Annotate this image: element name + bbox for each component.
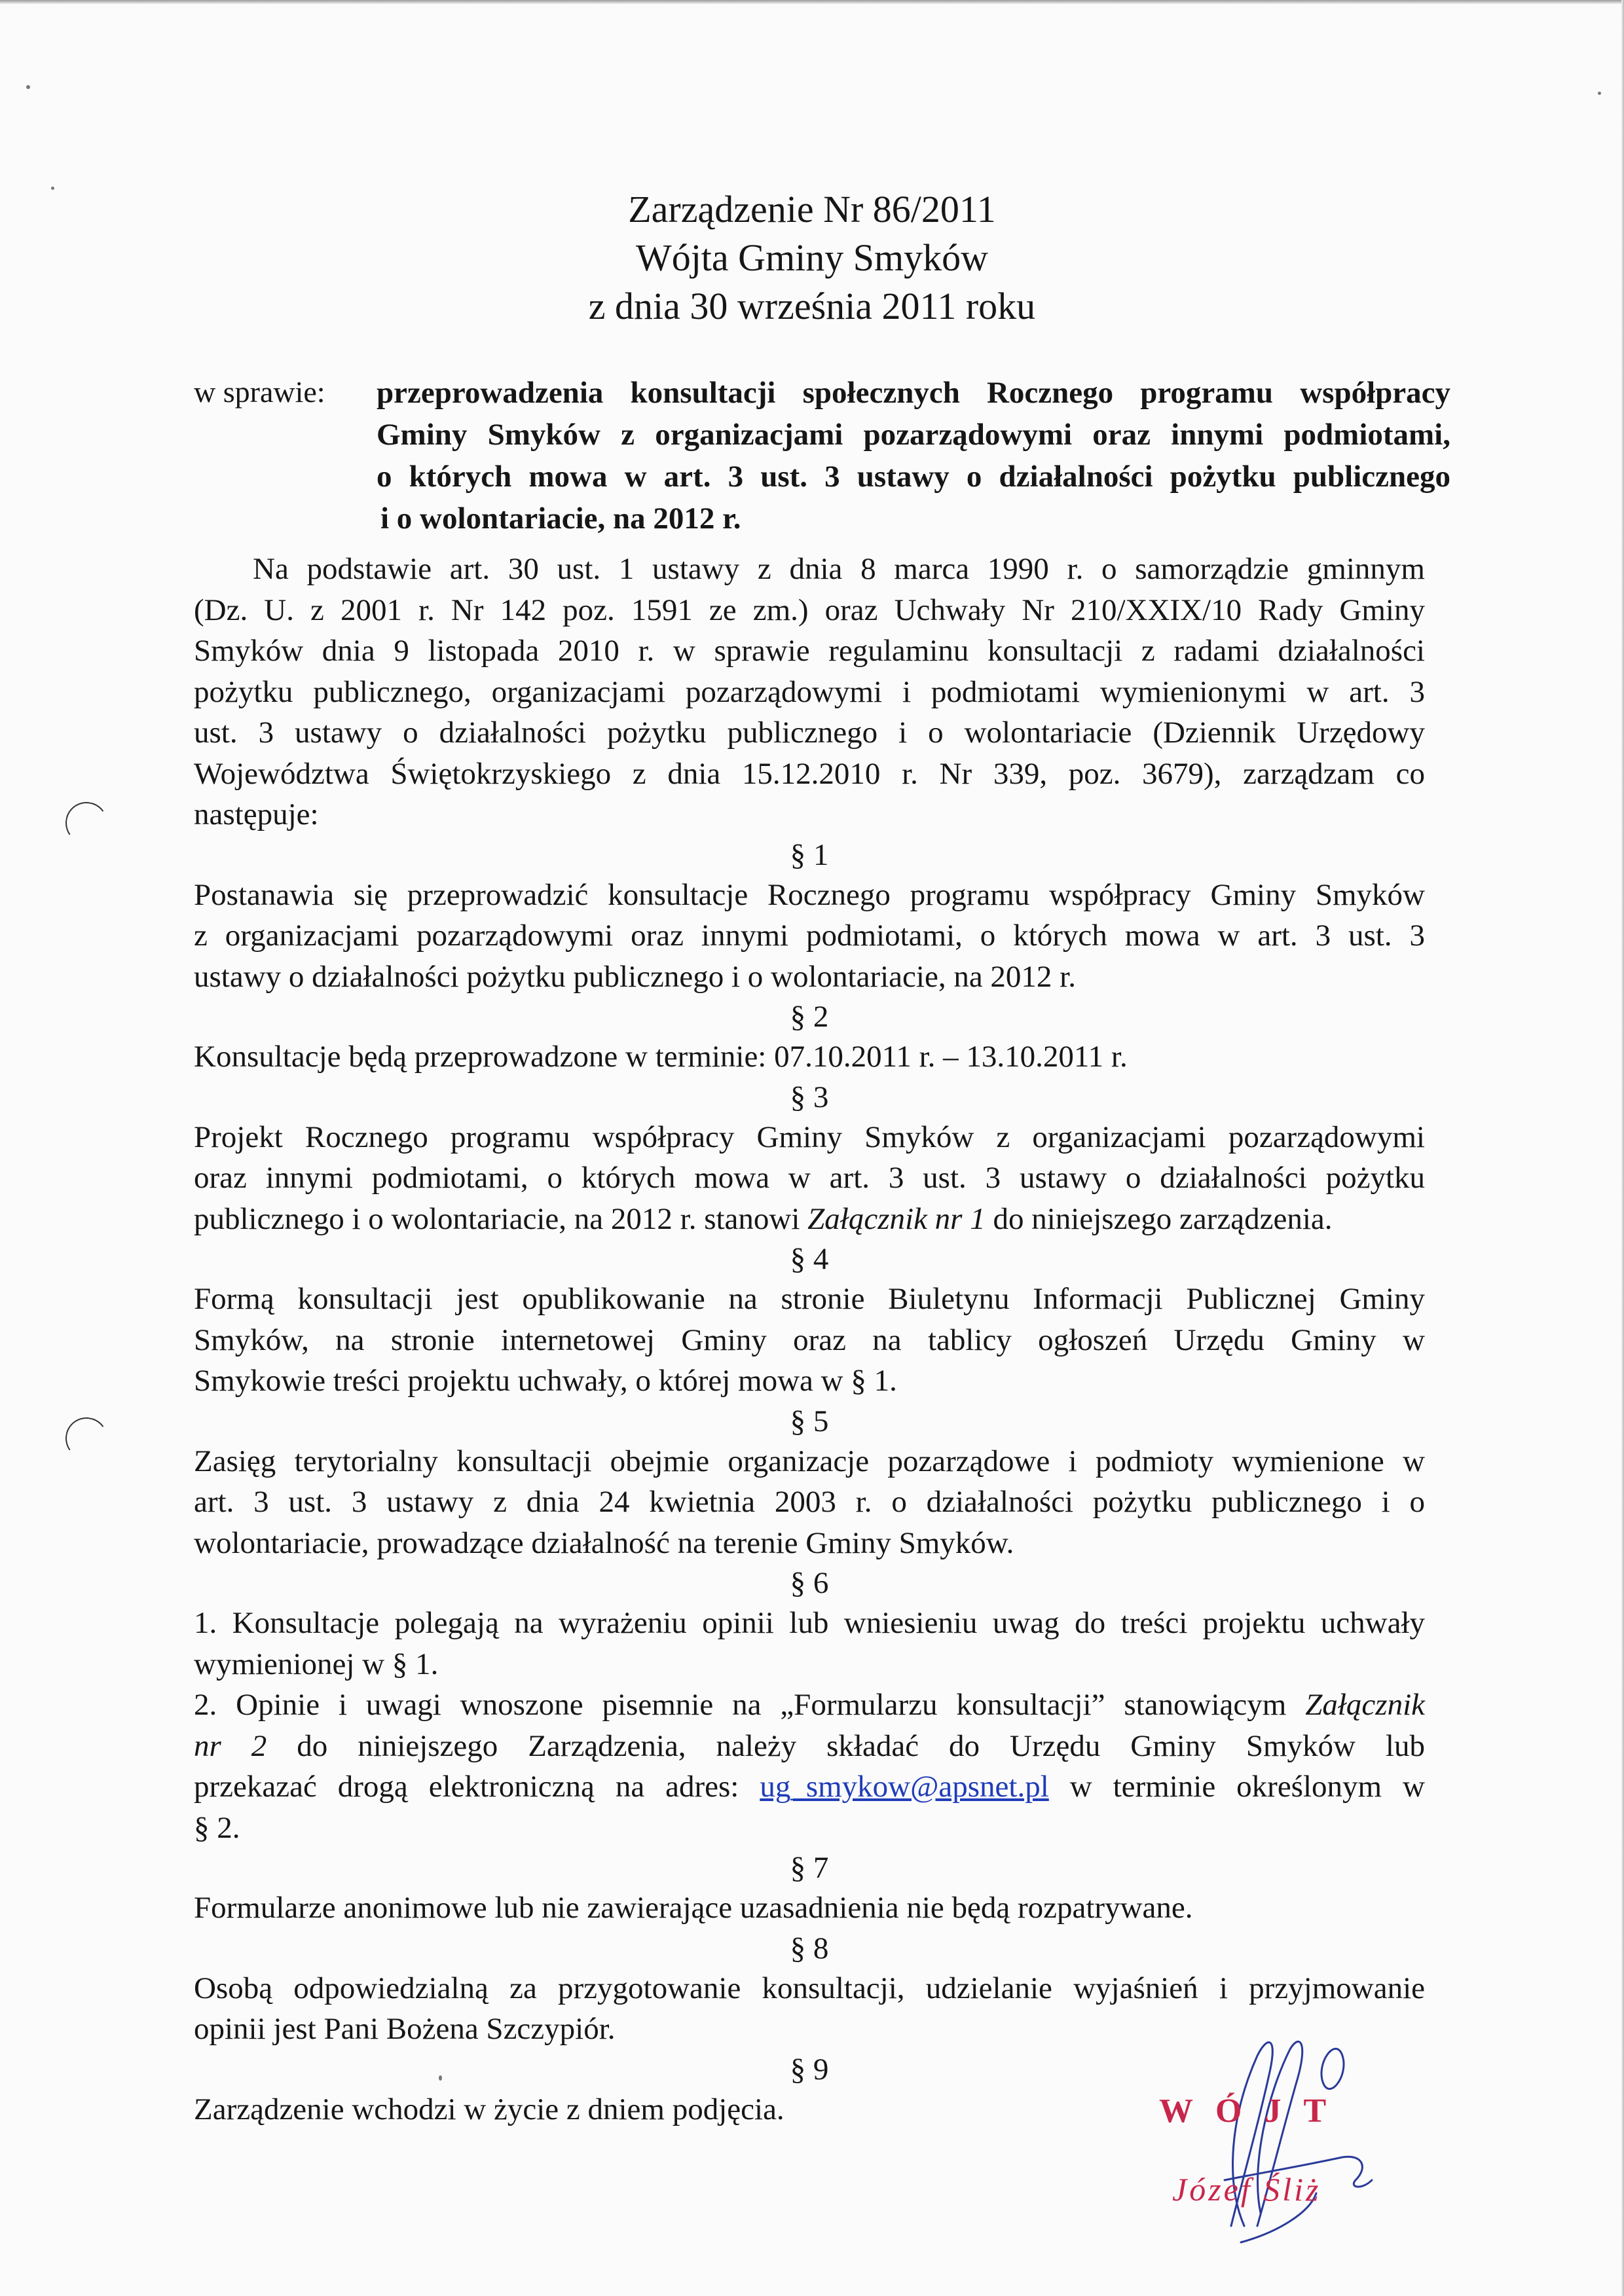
- section-4-line: Smykowie treści projektu uchwały, o której mowa w § 1.: [194, 1364, 897, 1398]
- preamble-line: pożytku publicznego, organizacjami pozarządowymi i podmiotami wymienionymi w art. 3: [194, 674, 1425, 709]
- section-mark-2: § 2: [790, 1000, 829, 1034]
- section-5-line: Zasięg terytorialny konsultacji obejmie organizacje pozarządowe i podmioty wymienione w: [194, 1444, 1425, 1478]
- section-8-line: opinii jest Pani Bożena Szczypiór.: [194, 2012, 616, 2046]
- section-1-line: Postanawia się przeprowadzić konsultacje Rocznego programu współpracy Gminy Smyków: [194, 877, 1425, 912]
- section-7-line: Formularze anonimowe lub nie zawierające uzasadnienia nie będą rozpatrywane.: [194, 1891, 1193, 1925]
- document-body: [194, 549, 1425, 2130]
- subject-text: [377, 372, 1450, 539]
- section-mark-4: § 4: [790, 1242, 829, 1276]
- subject-line: o których mowa w art. 3 ust. 3 ustawy o działalności pożytku publicznego: [377, 460, 1450, 494]
- handwritten-signature: [1146, 2016, 1473, 2265]
- section-1-line: z organizacjami pozarządowymi oraz innymi podmiotami, o których mowa w art. 3 ust. 3: [194, 919, 1425, 953]
- section-9-line: Zarządzenie wchodzi w życie z dniem podjęcia.: [194, 2092, 784, 2126]
- text-run: w terminie określonym w: [1048, 1770, 1425, 1804]
- section-3-line: Projekt Rocznego programu współpracy Gminy Smyków z organizacjami pozarządowymi: [194, 1120, 1425, 1154]
- document-title: Zarządzenie Nr 86/2011: [628, 188, 996, 230]
- section-4-line: Formą konsultacji jest opublikowanie na stronie Biuletynu Informacji Publicznej Gminy: [194, 1282, 1425, 1316]
- section-6-line: [194, 1766, 1425, 1808]
- text-run: 2. Opinie i uwagi wnoszone pisemnie na „Formularzu konsultacji” stanowiącym: [194, 1688, 1306, 1722]
- punch-hole-mark: [62, 1414, 111, 1463]
- section-mark-5: § 5: [790, 1404, 829, 1438]
- section-mark-8: § 8: [790, 1931, 829, 1965]
- preamble-line: ust. 3 ustawy o działalności pożytku publicznego i o wolontariacie (Dziennik Urzędowy: [194, 716, 1425, 750]
- attachment-reference: Załącznik nr 1: [807, 1201, 986, 1236]
- section-1-line: ustawy o działalności pożytku publicznego i o wolontariacie, na 2012 r.: [194, 959, 1076, 994]
- scan-speck: [26, 85, 30, 89]
- text-run: przekazać drogą elektroniczną na adres:: [194, 1770, 760, 1804]
- section-mark-3: § 3: [790, 1080, 829, 1114]
- subject-line: Gminy Smyków z organizacjami pozarządowymi oraz innymi podmiotami,: [377, 418, 1450, 452]
- text-run: publicznego i o wolontariacie, na 2012 r. stanowi: [194, 1201, 808, 1236]
- section-6-line: wymienionej w § 1.: [194, 1647, 439, 1681]
- section-mark-9: § 9: [790, 2052, 829, 2086]
- section-mark-7: § 7: [790, 1851, 829, 1885]
- section-3-line: [194, 1199, 1425, 1240]
- section-8-line: Osobą odpowiedzialną za przygotowanie konsultacji, udzielanie wyjaśnień i przyjmowanie: [194, 1971, 1425, 2005]
- attachment-reference: Załącznik: [1305, 1688, 1425, 1722]
- section-6-line: 1. Konsultacje polegają na wyrażeniu opinii lub wniesieniu uwag do treści projektu uchwały: [194, 1606, 1425, 1640]
- preamble-line: następuje:: [194, 797, 319, 831]
- attachment-reference: nr 2: [194, 1728, 267, 1763]
- section-4-line: Smyków, na stronie internetowej Gminy oraz na tablicy ogłoszeń Urzędu Gminy w: [194, 1322, 1425, 1357]
- scan-edge: [0, 0, 1624, 4]
- subject-line: i o wolontariacie, na 2012 r.: [380, 501, 741, 536]
- text-run: do niniejszego Zarządzenia, należy składać do Urzędu Gminy Smyków lub: [267, 1728, 1425, 1763]
- preamble-line: Województwa Świętokrzyskiego z dnia 15.12.2010 r. Nr 339, poz. 3679), zarządzam co: [194, 756, 1425, 791]
- section-mark-6: § 6: [790, 1566, 829, 1600]
- section-6-line: § 2.: [194, 1810, 240, 1845]
- section-5-line: wolontariacie, prowadzące działalność na terenie Gminy Smyków.: [194, 1525, 1014, 1560]
- preamble-line: Smyków dnia 9 listopada 2010 r. w sprawie regulaminu konsultacji z radami działalności: [194, 634, 1425, 668]
- scan-speck: [1598, 92, 1601, 95]
- section-2-line: Konsultacje będą przeprowadzone w terminie: 07.10.2011 r. – 13.10.2011 r.: [194, 1040, 1128, 1074]
- section-mark-1: § 1: [790, 837, 829, 872]
- section-5-line: art. 3 ust. 3 ustawy z dnia 24 kwietnia 2003 r. o działalności pożytku publicznego i o: [194, 1485, 1425, 1519]
- email-link[interactable]: ug_smykow@apsnet.pl: [760, 1770, 1049, 1804]
- stamp-name: Józef Śliż: [1172, 2171, 1321, 2208]
- stamp-title: WÓJT: [1159, 2092, 1349, 2130]
- punch-hole-mark: [62, 799, 111, 847]
- section-6-line: [194, 1685, 1425, 1726]
- document-date: z dnia 30 września 2011 roku: [588, 285, 1036, 327]
- document-issuer: Wójta Gminy Smyków: [635, 236, 989, 279]
- text-run: do niniejszego zarządzenia.: [985, 1201, 1333, 1236]
- section-3-line: oraz innymi podmiotami, o których mowa w art. 3 ust. 3 ustawy o działalności pożytku: [194, 1161, 1425, 1195]
- preamble-line: (Dz. U. z 2001 r. Nr 142 poz. 1591 ze zm.) oraz Uchwały Nr 210/XXIX/10 Rady Gminy: [194, 592, 1425, 627]
- preamble: [194, 549, 1425, 835]
- section-6-line: [194, 1726, 1425, 1767]
- signature-stroke: [1321, 2049, 1344, 2088]
- scan-edge: [1621, 0, 1624, 2296]
- subject-label: w sprawie:: [194, 375, 325, 409]
- preamble-line: Na podstawie art. 30 ust. 1 ustawy z dnia 8 marca 1990 r. o samorządzie gminnym: [253, 552, 1425, 586]
- subject-line: przeprowadzenia konsultacji społecznych Rocznego programu współpracy: [377, 376, 1450, 410]
